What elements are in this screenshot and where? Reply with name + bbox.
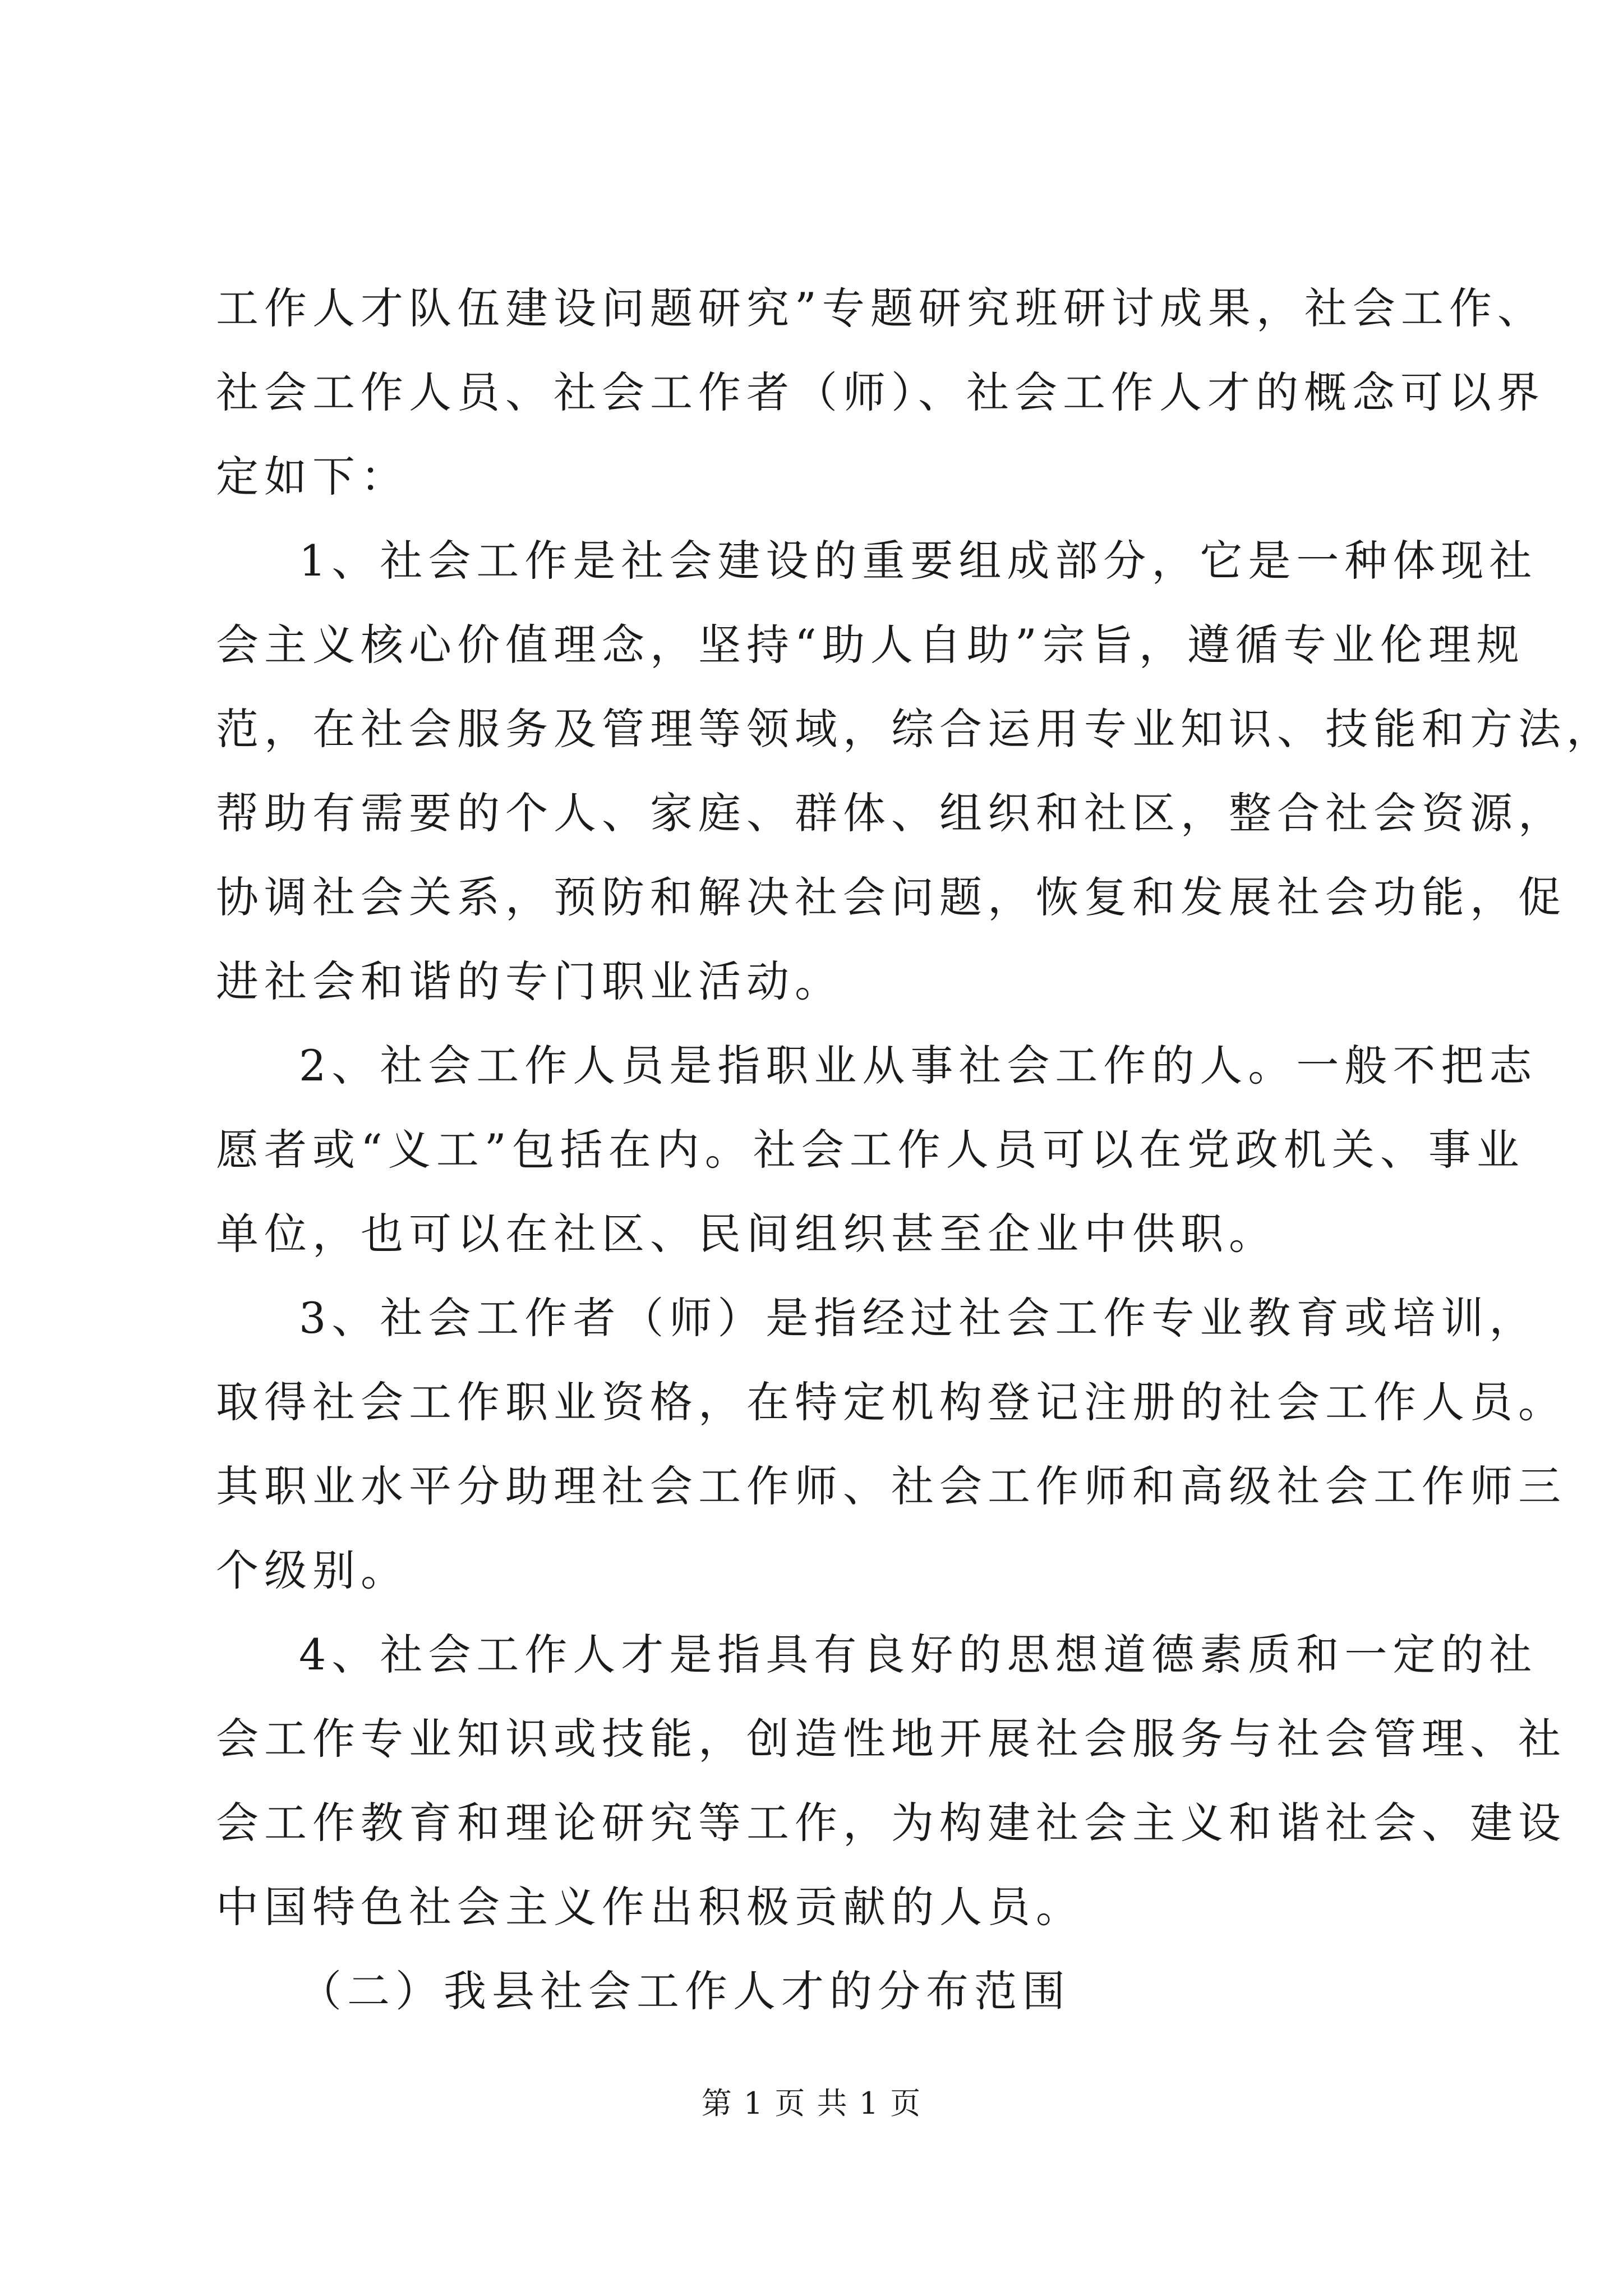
text-line: 范，在社会服务及管理等领域，综合运用专业知识、技能和方法， (216, 704, 1615, 754)
text-line: 定如下： (216, 452, 409, 501)
page-footer (0, 2084, 1623, 2123)
text-line: 会工作专业知识或技能，创造性地开展社会服务与社会管理、社 (216, 1714, 1566, 1764)
paragraph-3-start: 3、社会工作者（师）是指经过社会工作专业教育或培训， (299, 1293, 1538, 1343)
text-line: 中国特色社会主义作出积极贡献的人员。 (216, 1882, 1084, 1932)
text-line: 愿者或“义工”包括在内。社会工作人员可以在党政机关、事业 (216, 1125, 1525, 1175)
text-line: 会主义核心价值理念，坚持“助人自助”宗旨，遵循专业伦理规 (216, 620, 1525, 670)
text-line: 其职业水平分助理社会工作师、社会工作师和高级社会工作师三 (216, 1461, 1566, 1511)
document-body (216, 266, 1615, 2033)
text-line: 帮助有需要的个人、家庭、群体、组织和社区，整合社会资源， (216, 788, 1566, 838)
text-line: 取得社会工作职业资格，在特定机构登记注册的社会工作人员。 (216, 1377, 1566, 1427)
text-line: 会工作教育和理论研究等工作，为构建社会主义和谐社会、建设 (216, 1798, 1566, 1848)
text-line: 协调社会关系，预防和解决社会问题，恢复和发展社会功能，促 (216, 872, 1566, 922)
text-line: 个级别。 (216, 1545, 409, 1595)
text-line: 社会工作人员、社会工作者（师）、社会工作人才的概念可以界 (216, 367, 1545, 417)
paragraph-1-start: 1、社会工作是社会建设的重要组成部分，它是一种体现社 (299, 536, 1538, 586)
text-line: 进社会和谐的专门职业活动。 (216, 956, 843, 1006)
paragraph-4-start: 4、社会工作人才是指具有良好的思想道德素质和一定的社 (299, 1630, 1538, 1680)
text-line: 工作人才队伍建设问题研究”专题研究班研讨成果，社会工作、 (216, 283, 1546, 333)
paragraph-2-start: 2、社会工作人员是指职业从事社会工作的人。一般不把志 (299, 1041, 1538, 1091)
text-line: 单位，也可以在社区、民间组织甚至企业中供职。 (216, 1209, 1277, 1259)
page-number-label: 第 1 页 共 1 页 (701, 2086, 922, 2121)
section-heading: （二）我县社会工作人才的分布范围 (299, 1966, 1071, 2016)
